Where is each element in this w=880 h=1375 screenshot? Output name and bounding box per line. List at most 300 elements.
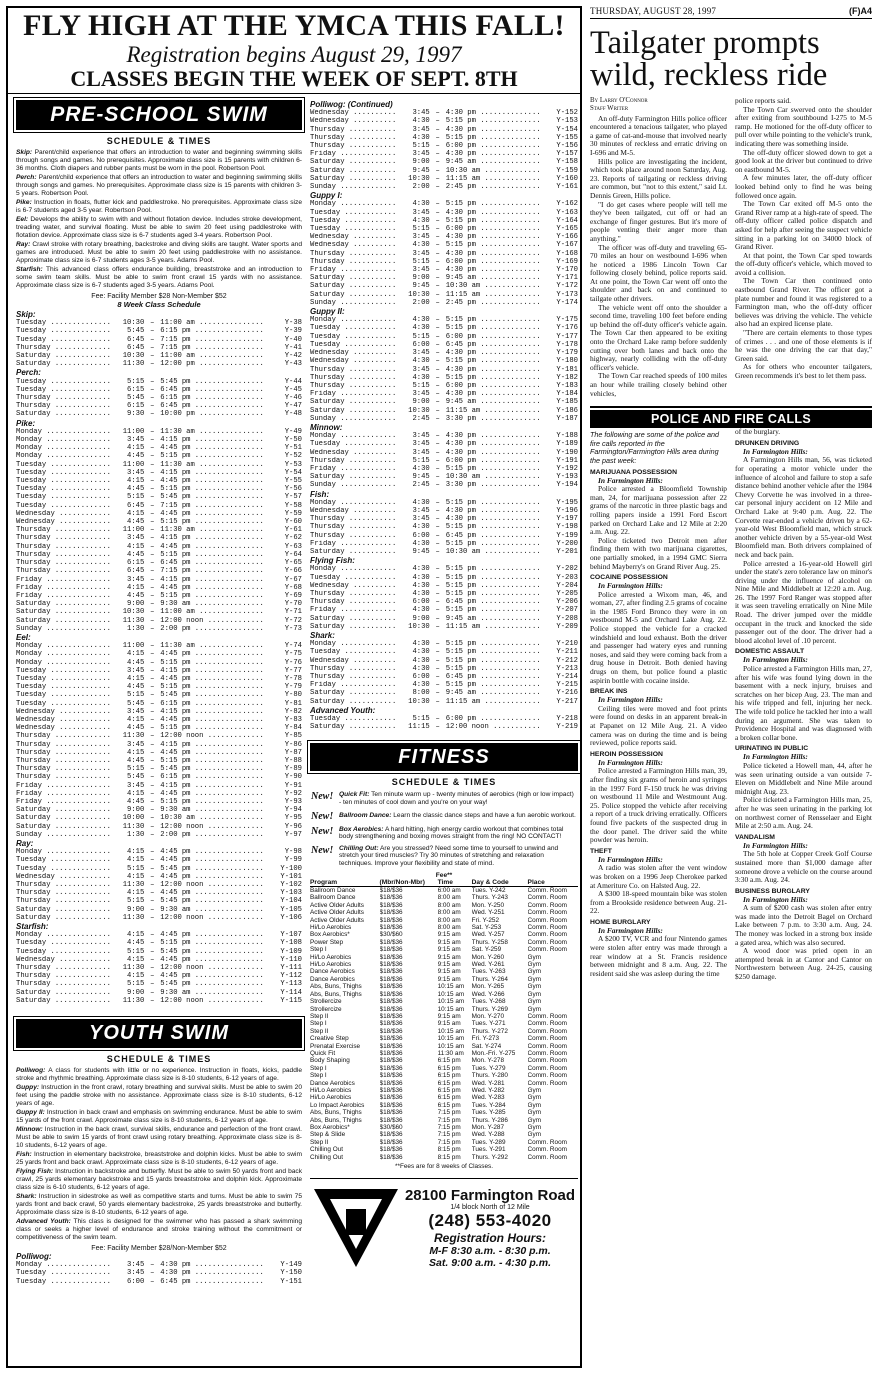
schedule-dash: –	[150, 955, 155, 964]
article-paragraph: "There are certain elements to those types of crimes . . . and one of those elements is if he was the one driving the car that day," Green said.	[735, 328, 872, 363]
schedule-code: Y-105	[280, 905, 302, 914]
schedule-code: Y-194	[556, 481, 578, 490]
fitness-cell: 8:00 am	[437, 894, 461, 902]
schedule-day: Tuesday .....	[16, 856, 110, 864]
schedule-row	[16, 477, 302, 485]
schedule-code: Y-83	[284, 715, 302, 724]
schedule-code: Y-157	[556, 150, 578, 159]
police-paragraph: Ceiling tiles were moved and foot prints were found on desks in an apparent break-in at Papanet on 12 Mile Aug. 21. A video camera was on during the time and is being reviewed, police reports said.	[590, 703, 727, 748]
schedule-dash: –	[150, 806, 155, 815]
schedule-dash: –	[150, 452, 155, 461]
schedule-day: Tuesday .....	[16, 1278, 110, 1286]
schedule-dash: –	[150, 485, 155, 494]
schedule-row	[16, 997, 302, 1005]
fitness-cell: Comm. Room	[527, 1057, 567, 1065]
police-section-head: DRUNKEN DRIVING	[735, 439, 800, 447]
fitness-cell: Fri. Y-252	[471, 916, 500, 924]
fitness-cell: Active Older Adults	[310, 909, 364, 917]
schedule-row	[310, 366, 578, 374]
schedule-code: Y-208	[556, 614, 578, 623]
schedule-code: Y-43	[284, 360, 302, 369]
class-text: Parent/child experience that offers an introduction to water and beginning swimming skills through songs and games. No prerequisites. Approximate class size is 15 parents with children 3-5 years. Robertson Pool.	[16, 174, 302, 197]
schedule-row	[310, 465, 578, 473]
fitness-cell: Wed. Y-282	[471, 1086, 505, 1094]
schedule-start: 11:30	[122, 732, 145, 741]
police-intro: The following are some of the police and fire calls reported in the Farmington/Farmington Hills area during the past week:	[590, 430, 720, 465]
fitness-cell: Gym	[527, 1094, 542, 1102]
schedule-day: Wednesday .....	[16, 708, 110, 716]
schedule-group-name: Minnow:	[310, 422, 343, 432]
schedule-start: 4:45	[127, 518, 145, 527]
schedule-end: 11:00 am .....	[160, 608, 264, 616]
schedule-row	[16, 848, 302, 856]
fitness-cell: Sat. Y-253	[471, 924, 502, 932]
schedule-day: Monday .....	[16, 848, 110, 856]
fitness-cell: Comm. Room	[527, 1064, 567, 1072]
class-description	[16, 1193, 302, 1217]
schedule-start: 5:15	[412, 257, 430, 266]
schedule-row	[310, 640, 578, 648]
schedule-end: 4:45 pm .....	[160, 889, 264, 897]
preschool-schedule-title: 8 Week Class Schedule	[117, 300, 201, 309]
schedule-end: 5:15 pm .....	[446, 606, 540, 614]
schedule-day: Saturday .....	[310, 407, 396, 415]
schedule-end: 6:45 pm .....	[160, 1278, 264, 1286]
schedule-end: 9:45 am .....	[446, 398, 540, 406]
schedule-dash: –	[150, 789, 155, 798]
schedule-code: Y-192	[556, 464, 578, 473]
fitness-cell: $18/$36	[379, 946, 403, 954]
schedule-day: Thursday .....	[16, 534, 110, 542]
schedule-dash: –	[150, 765, 155, 774]
schedule-dash: –	[435, 589, 440, 598]
schedule-start: 6:45	[127, 335, 145, 344]
fitness-row	[310, 983, 578, 990]
schedule-start: 1:30	[127, 624, 145, 633]
schedule-dash: –	[435, 456, 440, 465]
schedule-code: Y-168	[556, 249, 578, 258]
schedule-code: Y-89	[284, 765, 302, 774]
schedule-start: 9:45	[412, 547, 430, 556]
fitness-row	[310, 1065, 578, 1072]
schedule-day: Thursday .....	[310, 590, 396, 598]
fitness-cell: Mon. Y-270	[471, 1012, 505, 1020]
schedule-code: Y-212	[556, 656, 578, 665]
schedule-dash: –	[435, 656, 440, 665]
schedule-start: 4:15	[127, 856, 145, 865]
class-name: Shark:	[16, 1193, 37, 1201]
schedule-start: 9:00	[127, 600, 145, 609]
fitness-item-desc: Are you stressed? Need some time to yourself to unwind and stretch your tired muscles? Try 30 minutes of stretching and relaxation techniques. Improve your flexibility and state of mind.	[339, 844, 559, 867]
schedule-row	[16, 691, 302, 699]
schedule-start: 5:45	[127, 394, 145, 403]
schedule-code: Y-104	[280, 897, 302, 906]
schedule-dash: –	[435, 357, 440, 366]
police-location: In Farmington Hills:	[743, 446, 808, 456]
fitness-item	[310, 825, 578, 842]
fitness-cell: Gym	[527, 961, 542, 969]
fitness-cell: Chilling Out	[310, 1153, 344, 1161]
schedule-code: Y-65	[284, 559, 302, 568]
schedule-start: 5:15	[412, 225, 430, 234]
fitness-cell: $18/$36	[379, 1064, 403, 1072]
fitness-cell: Hi/Lo Aerobics	[310, 961, 352, 969]
schedule-dash: –	[435, 523, 440, 532]
schedule-end: 5:15 pm .....	[446, 217, 540, 225]
schedule-start: 3:45	[412, 109, 430, 118]
schedule-day: Thursday .....	[310, 457, 396, 465]
schedule-day: Tuesday .....	[16, 502, 110, 510]
schedule-start: 4:45	[127, 939, 145, 948]
schedule-day: Thursday .....	[16, 526, 110, 534]
schedule-start: 4:30	[412, 648, 430, 657]
schedule-start: 10:00	[122, 814, 145, 823]
schedule-code: Y-187	[556, 414, 578, 423]
police-paragraph: A $200 TV, VCR and four Nintendo games were stolen after entry was made through a rear window at a St. Francis residence between midnight and 8 a.m. Aug. 22. The resident said she was asleep during the time	[590, 934, 727, 978]
schedule-row	[16, 856, 302, 864]
police-section-head: DOMESTIC ASSAULT	[735, 648, 805, 656]
schedule-code: Y-150	[280, 1269, 302, 1278]
fitness-items	[310, 790, 578, 868]
police-paragraph: A sum of $200 cash was stolen after entry was made into the Detroit Bagel on Orchard Lake between 7 p.m. to 3:30 a.m. Aug. 24. The money was locked in a strong box inside a gated area, which was also secured.	[735, 903, 872, 947]
schedule-code: Y-175	[556, 316, 578, 325]
schedule-row	[310, 217, 578, 225]
schedule-end: 9:30 am .....	[160, 906, 264, 914]
youth-fee: Fee: Facility Member $28/Non-Member $52	[91, 1245, 227, 1253]
schedule-dash: –	[435, 183, 440, 192]
fitness-cell: Tues. Y-242	[471, 887, 506, 894]
schedule-row	[310, 457, 578, 465]
schedule-end: 10:30 am .....	[446, 282, 540, 290]
police-calls-body	[590, 428, 872, 981]
schedule-code: Y-176	[556, 324, 578, 333]
schedule-row	[310, 274, 578, 282]
schedule-day: Friday .....	[310, 150, 396, 158]
schedule-dash: –	[150, 699, 155, 708]
schedule-start: 10:30	[408, 406, 430, 415]
fitness-cell: Thurs. Y-280	[471, 1072, 508, 1080]
schedule-code: Y-108	[280, 939, 302, 948]
schedule-end: 5:15 pm .....	[446, 681, 540, 689]
schedule-row	[310, 407, 578, 415]
schedule-end: 5:15 pm .....	[446, 565, 540, 573]
schedule-start: 4:45	[127, 683, 145, 692]
schedule-day: Monday .....	[310, 432, 396, 440]
fitness-cell: Tues. Y-271	[471, 1020, 506, 1028]
police-section-head: COCAINE POSSESSION	[590, 574, 668, 582]
schedule-dash: –	[435, 715, 440, 724]
fitness-cell: 8:00 am	[437, 901, 461, 909]
police-paragraph: of the burglary.	[735, 427, 781, 437]
schedule-dash: –	[435, 723, 440, 732]
schedule-start: 11:30	[122, 360, 145, 369]
schedule-row	[310, 598, 578, 606]
schedule-row	[310, 167, 578, 175]
schedule-end: 7:15 pm .....	[160, 344, 264, 352]
schedule-start: 4:30	[412, 539, 430, 548]
schedule-day: Thursday .....	[16, 881, 110, 889]
fitness-footnote: **Fees are for 8 weeks of Classes.	[394, 1163, 494, 1171]
schedule-day: Tuesday .....	[16, 700, 110, 708]
schedule-end: 4:45 pm .....	[160, 972, 264, 980]
fitness-item-text	[338, 844, 578, 869]
schedule-day: Tuesday .....	[16, 691, 110, 699]
class-description	[16, 216, 302, 240]
police-location: In Farmington Hills:	[598, 695, 663, 705]
article-paragraph: As for others who encounter tailgaters, Green recommends it's best to let them pass.	[735, 362, 872, 380]
schedule-end: 4:45 pm .....	[160, 848, 264, 856]
fitness-column-header: (Mbr/Non-Mbr)	[380, 879, 438, 887]
schedule-end: 4:45 pm .....	[160, 873, 264, 881]
schedule-code: Y-94	[284, 806, 302, 815]
schedule-dash: –	[150, 674, 155, 683]
schedule-end: 4:15 pm .....	[160, 782, 264, 790]
schedule-end: 5:15 pm .....	[160, 939, 264, 947]
schedule-row	[16, 773, 302, 781]
schedule-end: 5:15 pm .....	[160, 518, 264, 526]
schedule-dash: –	[435, 440, 440, 449]
schedule-dash: –	[150, 385, 155, 394]
fitness-cell: $18/$36	[379, 887, 403, 894]
class-description	[16, 1109, 302, 1125]
schedule-day: Sunday .....	[310, 481, 396, 489]
schedule-start: 5:45	[127, 699, 145, 708]
fitness-cell: 9:15 am	[437, 961, 461, 969]
fitness-cell: $18/$36	[379, 901, 403, 909]
police-location: In Farmington Hills:	[743, 752, 808, 762]
schedule-start: 5:15	[127, 377, 145, 386]
schedule-dash: –	[150, 1261, 155, 1270]
schedule-start: 5:15	[127, 897, 145, 906]
schedule-start: 8:00	[412, 689, 430, 698]
schedule-end: 6:45 pm .....	[446, 598, 540, 606]
schedule-start: 4:45	[127, 724, 145, 733]
schedule-code: Y-199	[556, 531, 578, 540]
fitness-cell: 9:15 am	[437, 953, 461, 961]
fitness-cell: $18/$36	[379, 1035, 403, 1043]
registration-hours-label: Registration Hours:	[433, 1231, 546, 1246]
article-column-1	[590, 97, 727, 398]
schedule-row	[16, 989, 302, 997]
schedule-dash: –	[150, 534, 155, 543]
schedule-dash: –	[150, 905, 155, 914]
fitness-item-desc: Learn the classic dance steps and have a fun aerobic workout.	[393, 812, 576, 820]
schedule-group-name: Perch:	[16, 368, 41, 378]
fitness-cell: Tues. Y-291	[471, 1146, 506, 1154]
fitness-cell: $18/$36	[379, 961, 403, 969]
schedule-start: 3:45	[127, 707, 145, 716]
schedule-start: 11:30	[122, 616, 145, 625]
fitness-fee-label: Fee**	[435, 871, 453, 879]
schedule-day: Tuesday .....	[16, 948, 110, 956]
schedule-start: 6:15	[127, 402, 145, 411]
schedule-end: 4:30 pm .....	[446, 209, 540, 217]
schedule-dash: –	[435, 498, 440, 507]
schedule-row	[16, 823, 302, 831]
schedule-end: 5:15 pm .....	[446, 540, 540, 548]
schedule-start: 3:45	[412, 365, 430, 374]
schedule-start: 4:30	[412, 606, 430, 615]
schedule-start: 3:45	[127, 468, 145, 477]
ymca-advertisement	[6, 6, 582, 1368]
fitness-cell: $18/$36	[379, 894, 403, 902]
schedule-dash: –	[435, 689, 440, 698]
schedule-row	[310, 250, 578, 258]
schedule-end: 11:30 am .....	[160, 642, 264, 650]
fitness-cell: $18/$36	[379, 1020, 403, 1028]
schedule-row	[16, 939, 302, 947]
schedule-end: 5:15 pm .....	[446, 523, 540, 531]
schedule-dash: –	[150, 542, 155, 551]
fitness-cell: $18/$36	[379, 1138, 403, 1146]
schedule-dash: –	[435, 539, 440, 548]
police-paragraph: A wood door was pried open in an attempted break in at Cantor and Cantor on Northwestern between Aug. 24-25, causing $250 damage.	[735, 946, 872, 982]
schedule-day: Saturday .....	[16, 997, 110, 1005]
schedule-day: Thursday .....	[16, 741, 110, 749]
schedule-end: 11:15 am .....	[446, 175, 540, 183]
police-paragraph: Police arrested a Bloomfield Township man, 24, for marijuana possession after 22 grams of the narcotic in three plastic bags and rolling papers inside a 1991 Ford Escort parked on Orchard Lake and 12 Mile at 2:20 a.m. Aug. 22.	[590, 484, 727, 537]
schedule-code: Y-41	[284, 343, 302, 352]
fitness-item-desc: A hard hitting, high energy cardio workout that combines total body strengthening and boxing moves straight from the ring! NO CONTACT!	[339, 825, 564, 841]
fitness-cell: Comm. Room	[527, 1020, 567, 1028]
schedule-start: 3:45	[127, 1261, 145, 1270]
schedule-code: Y-186	[556, 406, 578, 415]
schedule-code: Y-62	[284, 534, 302, 543]
article-paragraph: At that point, the Town Car sped towards the off-duty officer's vehicle, which moved to avoid a collision.	[735, 250, 872, 277]
police-paragraph: Police ticketed a Farmington Hills man, 25, after he was seen urinating in the parking lot on northwest corner of Rensselaer and Eight Mile at 2:50 a.m. Aug. 24.	[735, 795, 872, 831]
schedule-row	[310, 540, 578, 548]
schedule-row	[310, 357, 578, 365]
schedule-code: Y-39	[284, 327, 302, 336]
fitness-row	[310, 1043, 578, 1050]
schedule-code: Y-111	[280, 964, 302, 973]
schedule-code: Y-74	[284, 642, 302, 651]
schedule-code: Y-113	[280, 980, 302, 989]
schedule-dash: –	[435, 241, 440, 250]
schedule-day: Sunday .....	[16, 625, 110, 633]
fitness-column-header: Program	[310, 879, 380, 887]
schedule-end: 4:15 pm .....	[160, 469, 264, 477]
schedule-day: Saturday .....	[310, 274, 396, 282]
fitness-cell: Comm. Room	[527, 1042, 567, 1050]
schedule-row	[310, 698, 578, 706]
fitness-cell: $18/$36	[379, 1109, 403, 1117]
fitness-row	[310, 1131, 578, 1138]
schedule-day: Saturday .....	[310, 175, 396, 183]
youth-subhead: SCHEDULE & TIMES	[106, 1054, 212, 1065]
schedule-code: Y-51	[284, 444, 302, 453]
class-name: Advanced Youth:	[16, 1218, 71, 1226]
schedule-end: 4:30 pm .....	[446, 515, 540, 523]
schedule-dash: –	[150, 897, 155, 906]
schedule-day: Friday .....	[310, 681, 396, 689]
class-description	[16, 1218, 302, 1242]
schedule-start: 11:30	[122, 964, 145, 973]
fitness-cell: Strollercize	[310, 1005, 342, 1013]
schedule-start: 4:30	[412, 357, 430, 366]
schedule-day: Friday .....	[310, 606, 396, 614]
schedule-day: Tuesday .....	[16, 939, 110, 947]
fitness-cell: Comm. Room	[527, 901, 567, 909]
schedule-code: Y-219	[556, 723, 578, 732]
schedule-dash: –	[435, 142, 440, 151]
schedule-code: Y-45	[284, 385, 302, 394]
schedule-start: 6:00	[412, 340, 430, 349]
schedule-row	[16, 873, 302, 881]
schedule-row	[16, 510, 302, 518]
ymca-logo-icon	[310, 1185, 402, 1271]
schedule-start: 4:15	[127, 848, 145, 857]
fitness-row	[310, 1087, 578, 1094]
schedule-row	[310, 183, 578, 191]
fitness-cell: Comm. Room	[527, 887, 567, 894]
schedule-start: 6:45	[127, 343, 145, 352]
page-folio	[590, 6, 872, 19]
fitness-cell: Mon. Y-250	[471, 901, 505, 909]
schedule-start: 11:00	[122, 642, 145, 651]
schedule-day: Wednesday .....	[310, 117, 396, 125]
schedule-code: Y-97	[284, 830, 302, 839]
schedule-code: Y-73	[284, 624, 302, 633]
schedule-row	[16, 749, 302, 757]
schedule-day: Saturday .....	[16, 814, 110, 822]
schedule-end: 4:45 pm .....	[160, 543, 264, 551]
schedule-end: 4:30 pm .....	[446, 440, 540, 448]
schedule-row	[16, 700, 302, 708]
fitness-cell: $18/$36	[379, 1042, 403, 1050]
schedule-start: 4:30	[412, 523, 430, 532]
schedule-row	[16, 485, 302, 493]
schedule-end: 2:45 pm .....	[446, 299, 540, 307]
fitness-cell: Quick Fit	[310, 1049, 336, 1057]
schedule-code: Y-100	[280, 864, 302, 873]
schedule-end: 3:30 pm .....	[446, 415, 540, 423]
schedule-code: Y-149	[280, 1261, 302, 1270]
schedule-day: Thursday .....	[16, 765, 110, 773]
schedule-end: 4:45 pm .....	[160, 790, 264, 798]
fitness-cell: Power Step	[310, 938, 344, 946]
schedule-row	[16, 642, 302, 650]
schedule-row	[310, 582, 578, 590]
schedule-end: 12:00 pm .....	[160, 360, 264, 368]
schedule-code: Y-178	[556, 340, 578, 349]
schedule-dash: –	[435, 673, 440, 682]
schedule-dash: –	[150, 864, 155, 873]
fitness-cell: Wed. Y-281	[471, 1079, 505, 1087]
fitness-row	[310, 909, 578, 916]
fitness-item-text	[338, 810, 578, 823]
schedule-start: 11:15	[408, 723, 430, 732]
schedule-day: Friday .....	[16, 790, 110, 798]
fitness-cell: Comm. Room	[527, 1079, 567, 1087]
schedule-code: Y-49	[284, 427, 302, 436]
schedule-code: Y-86	[284, 740, 302, 749]
schedule-day: Tuesday .....	[16, 319, 110, 327]
schedule-row	[16, 724, 302, 732]
schedule-start: 4:15	[127, 872, 145, 881]
schedule-row	[16, 592, 302, 600]
fitness-cell: Step II	[310, 1012, 329, 1020]
fitness-cell: $18/$36	[379, 1116, 403, 1124]
fitness-row	[310, 1050, 578, 1057]
fitness-cell: Gym	[527, 990, 542, 998]
schedule-end: 12:00 noon .....	[160, 997, 264, 1005]
fitness-item-name: Box Aerobics:	[339, 825, 384, 833]
schedule-day: Thursday .....	[16, 889, 110, 897]
schedule-start: 4:15	[127, 748, 145, 757]
schedule-code: Y-99	[284, 856, 302, 865]
schedule-start: 10:30	[122, 352, 145, 361]
